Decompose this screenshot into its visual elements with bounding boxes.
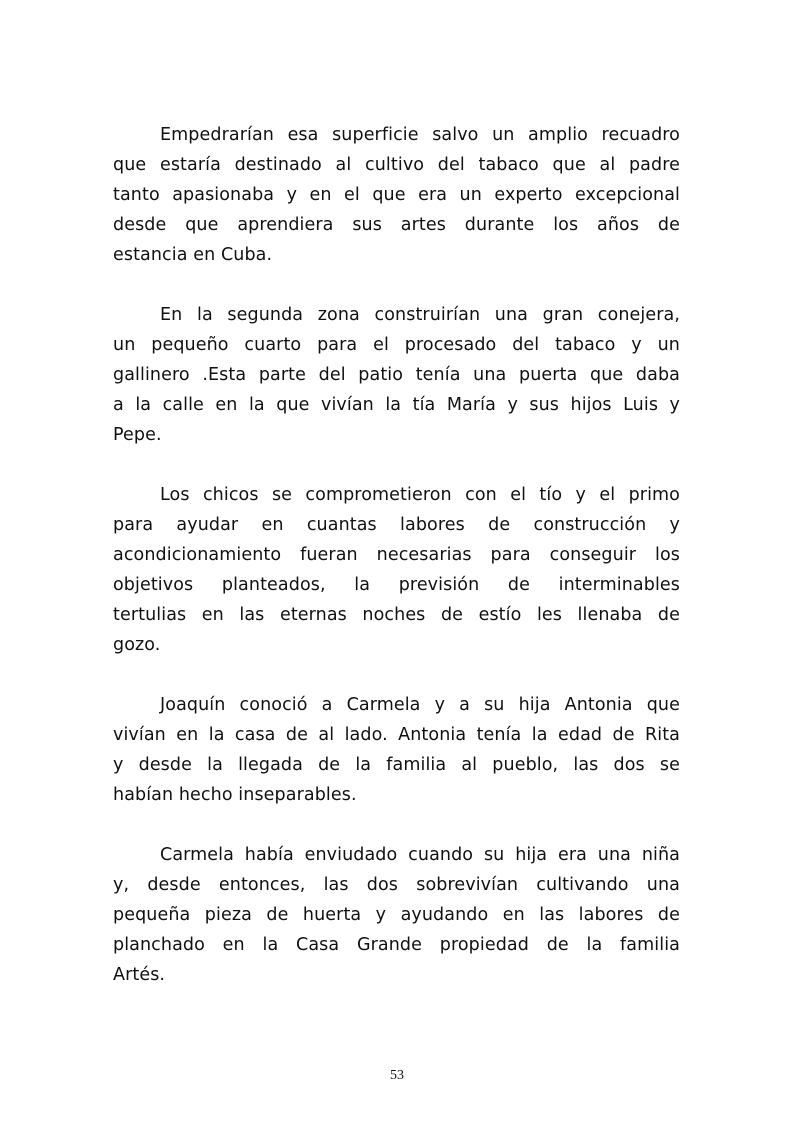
text-line: Carmela había enviudado cuando su hija era una niña bbox=[160, 845, 680, 865]
text-line: a la calle en la que vivían la tía María y sus hijos Luis y bbox=[113, 395, 680, 415]
text-line: En la segunda zona construirían una gran conejera, bbox=[160, 305, 680, 325]
text-line: objetivos planteados, la previsión de interminables bbox=[113, 575, 680, 595]
paragraph-4 bbox=[113, 690, 680, 810]
text-line: tanto apasionaba y en el que era un experto excepcional bbox=[113, 185, 680, 205]
text-line: para ayudar en cuantas labores de construcción y bbox=[113, 515, 680, 535]
page-number: 53 bbox=[390, 1068, 404, 1083]
body-text bbox=[113, 120, 680, 1020]
text-line: planchado en la Casa Grande propiedad de la familia bbox=[113, 935, 680, 955]
text-line: desde que aprendiera sus artes durante los años de bbox=[113, 215, 680, 235]
text-line: Pepe. bbox=[113, 425, 162, 445]
paragraph-2 bbox=[113, 300, 680, 450]
text-line: y, desde entonces, las dos sobrevivían cultivando una bbox=[113, 875, 680, 895]
text-line: acondicionamiento fueran necesarias para conseguir los bbox=[113, 545, 680, 565]
text-line: que estaría destinado al cultivo del tabaco que al padre bbox=[113, 155, 680, 175]
paragraph-5 bbox=[113, 840, 680, 990]
text-line: Empedrarían esa superficie salvo un amplio recuadro bbox=[160, 125, 680, 145]
paragraph-1 bbox=[113, 120, 680, 270]
text-line: Joaquín conoció a Carmela y a su hija Antonia que bbox=[160, 695, 680, 715]
text-line: estancia en Cuba. bbox=[113, 245, 273, 265]
text-line: Los chicos se comprometieron con el tío y el primo bbox=[160, 485, 680, 505]
text-line: habían hecho inseparables. bbox=[113, 785, 357, 805]
text-line: gallinero .Esta parte del patio tenía una puerta que daba bbox=[113, 365, 680, 385]
paragraph-3 bbox=[113, 480, 680, 660]
text-line: tertulias en las eternas noches de estío les llenaba de bbox=[113, 605, 680, 625]
text-line: gozo. bbox=[113, 635, 161, 655]
text-line: un pequeño cuarto para el procesado del tabaco y un bbox=[113, 335, 680, 355]
text-line: y desde la llegada de la familia al pueblo, las dos se bbox=[113, 755, 680, 775]
text-line: Artés. bbox=[113, 965, 166, 985]
text-line: pequeña pieza de huerta y ayudando en las labores de bbox=[113, 905, 680, 925]
text-line: vivían en la casa de al lado. Antonia tenía la edad de Rita bbox=[113, 725, 680, 745]
